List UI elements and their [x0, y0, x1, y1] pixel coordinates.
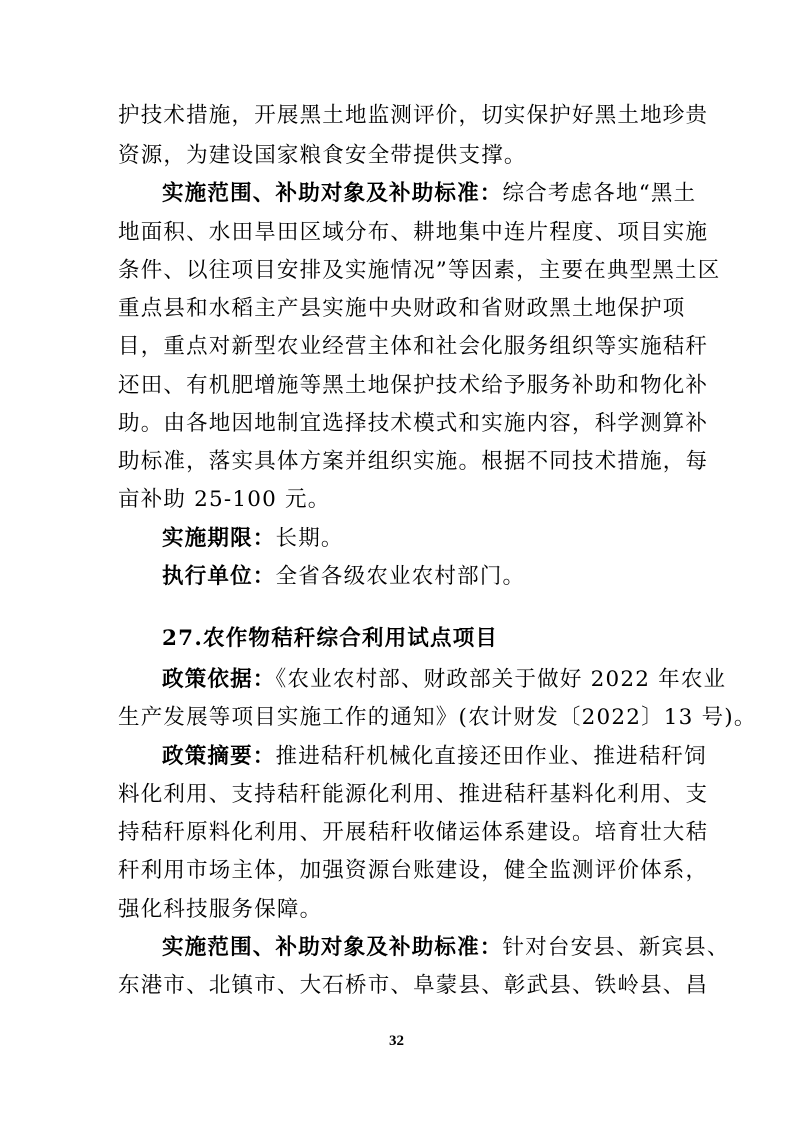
- basis-label: 政策依据：: [162, 667, 276, 692]
- paragraph-first-line: [162, 179, 697, 209]
- scope-label: 实施范围、补助对象及补助标准：: [162, 935, 503, 960]
- paragraph-line: 助。由各地因地制宜选择技术模式和实施内容，科学测算补: [118, 411, 709, 436]
- page-number: 32: [389, 1033, 404, 1049]
- paragraph-line: 条件、以往项目安排及实施情况”等因素，主要在典型黑土区: [118, 258, 721, 283]
- summary-line: 秆利用市场主体，加强资源台账建设，健全监测评价体系，: [118, 858, 709, 883]
- executor-value: 全省各级农业农村部门。: [275, 564, 526, 589]
- term-line: [162, 524, 678, 554]
- paragraph-line: 重点县和水稻主产县实施中央财政和省财政黑土地保护项: [118, 296, 686, 321]
- summary-line: 料化利用、支持秸秆能源化利用、推进秸秆基料化利用、支: [118, 782, 709, 807]
- summary-line: 持秸秆原料化利用、开展秸秆收储运体系建设。培育壮大秸: [118, 820, 709, 845]
- summary-line: 强化科技服务保障。: [118, 897, 323, 922]
- basis-first-line: [162, 665, 727, 695]
- summary-first-line: [162, 742, 707, 772]
- executor-line: [162, 562, 678, 592]
- paragraph-line: 还田、有机肥增施等黑土地保护技术给予服务补助和物化补: [118, 373, 709, 398]
- paragraph-line: 地面积、水田旱田区域分布、耕地集中连片程度、项目实施: [118, 220, 709, 245]
- paragraph-line: 目，重点对新型农业经营主体和社会化服务组织等实施秸秆: [118, 334, 709, 359]
- term-value: 长期。: [275, 526, 344, 551]
- scope-line: 东港市、北镇市、大石桥市、阜蒙县、彰武县、铁岭县、昌: [118, 973, 709, 998]
- paragraph-text: 综合考虑各地“黑土: [502, 181, 697, 206]
- section-heading: 27.农作物秸秆综合利用试点项目: [162, 626, 499, 651]
- term-label: 实施期限：: [162, 526, 276, 551]
- paragraph-line: 资源，为建设国家粮食安全带提供支撑。: [118, 143, 527, 168]
- paragraph-line: 亩补助 25-100 元。: [118, 487, 331, 512]
- scope-text: 针对台安县、新宾县、: [502, 935, 730, 960]
- summary-text: 推进秸秆机械化直接还田作业、推进秸秆饲: [275, 744, 707, 769]
- basis-text: 《农业农村部、财政部关于做好 2022 年农业: [275, 667, 727, 692]
- basis-line: 生产发展等项目实施工作的通知》(农计财发〔2022〕13 号)。: [118, 705, 757, 730]
- summary-label: 政策摘要：: [162, 744, 276, 769]
- scope-first-line: [162, 933, 730, 963]
- paragraph-label: 实施范围、补助对象及补助标准：: [162, 181, 503, 206]
- paragraph-line: 护技术措施，开展黑土地监测评价，切实保护好黑土地珍贵: [118, 103, 709, 128]
- executor-label: 执行单位：: [162, 564, 276, 589]
- paragraph-line: 助标准，落实具体方案并组织实施。根据不同技术措施，每: [118, 449, 709, 474]
